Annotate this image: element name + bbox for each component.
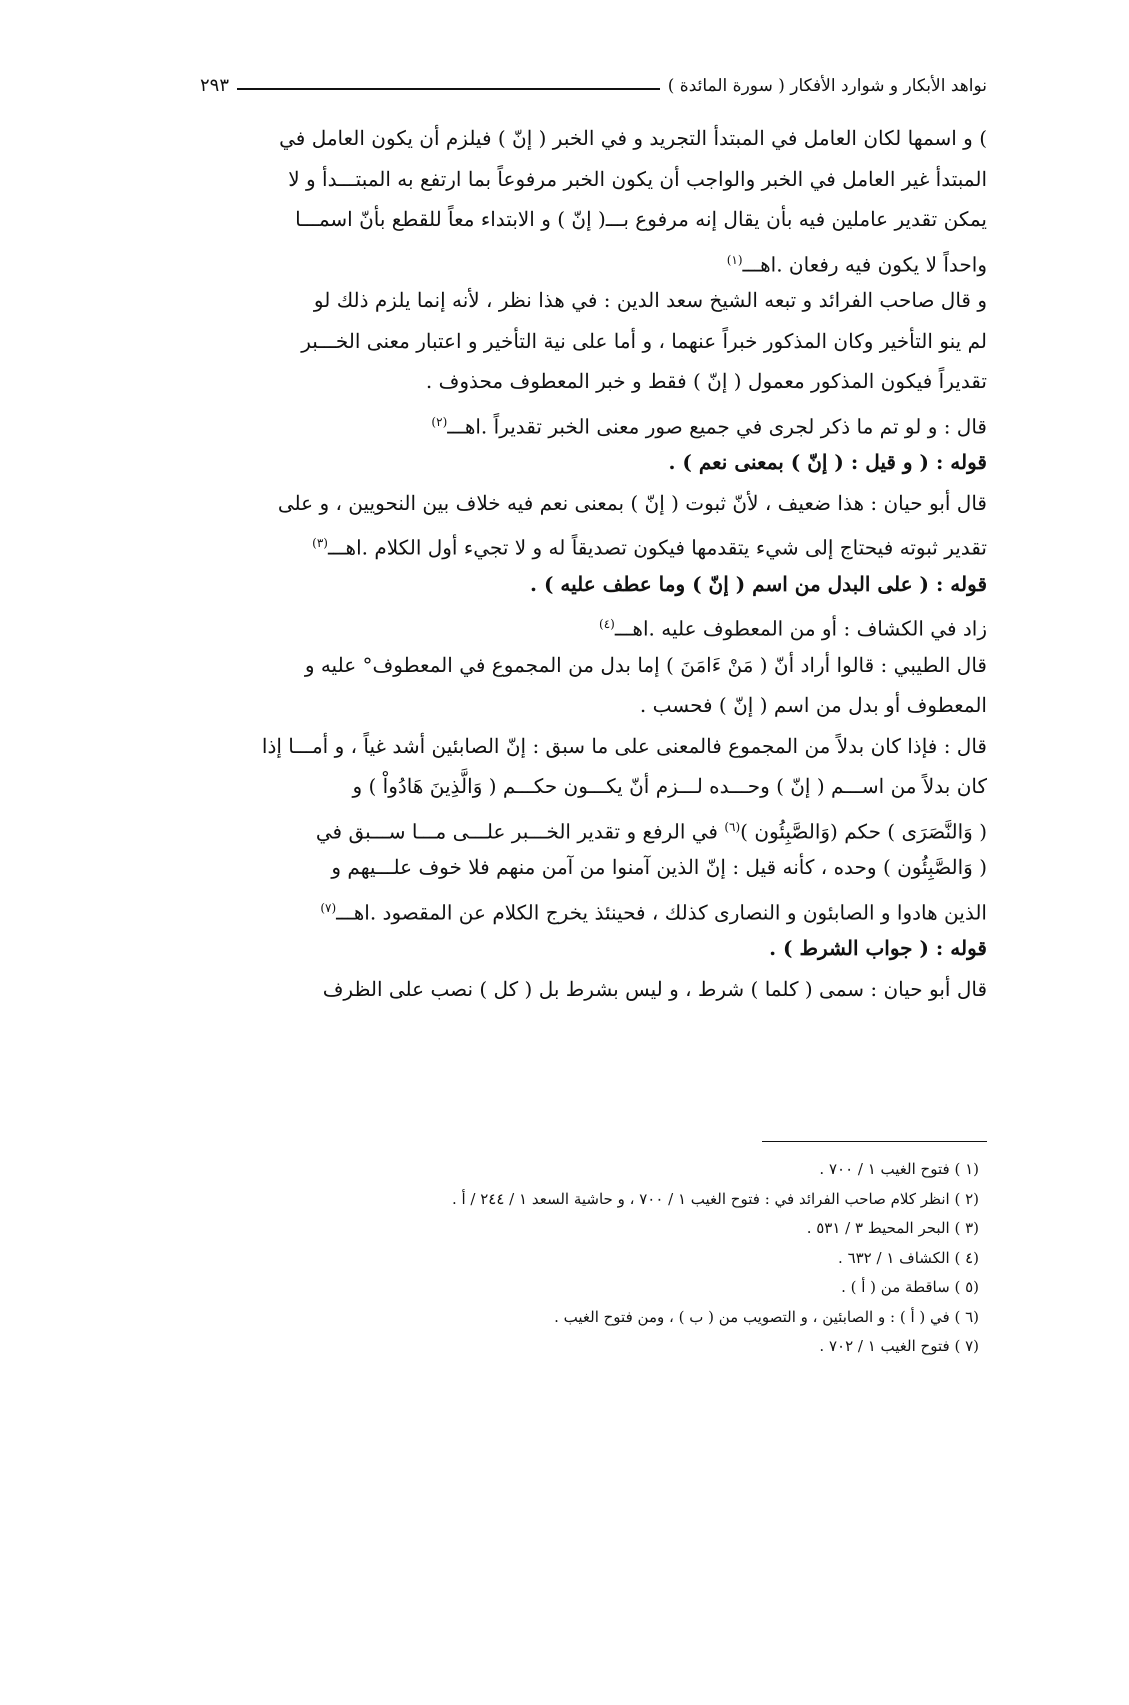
- footnote-item: (١ ) فتوح الغيب ١ / ٧٠٠ .: [819, 1160, 979, 1178]
- line-text: كان بدلاً من اســـم ( إنّ ) وحـــده لـــزم أنّ يكـــون حكـــم ( وَالَّذِينَ هَادُواْ ) و: [352, 774, 987, 798]
- line-text: قال أبو حيان : سمى ( كلما ) شرط ، و ليس بشرط بل ( كل ) نصب على الظرف: [322, 976, 987, 1001]
- text-line: [205, 402, 987, 443]
- text-line: [205, 240, 987, 281]
- text-line: [205, 523, 987, 564]
- line-text: قال : فإذا كان بدلاً من المجموع فالمعنى على ما سبق : إنّ الصابئين أشد غياً ، و أمـــا إذا: [261, 733, 987, 758]
- footnote-item: (٧ ) فتوح الغيب ١ / ٧٠٢ .: [819, 1337, 979, 1355]
- header-rule: [237, 88, 660, 90]
- text-line: [205, 685, 987, 726]
- footnote-reference[interactable]: (٤): [599, 617, 615, 631]
- line-text: المعطوف أو بدل من اسم ( إنّ ) فحسب .: [639, 693, 987, 717]
- main-text: [205, 118, 987, 1009]
- line-text: لم ينو التأخير وكان المذكور خبراً عنهما ، و أما على نية التأخير و اعتبار معنى الخـــبر: [301, 328, 987, 353]
- text-line: [205, 483, 987, 524]
- line-text: ( وَالصَّبِئُون ) وحده ، كأنه قيل : إنّ الذين آمنوا من آمن منهم فلا خوف علـــيهم و: [331, 855, 987, 879]
- footnote-reference[interactable]: (٧): [320, 900, 337, 915]
- line-text: المبتدأ غير العامل في الخبر والواجب أن يكون الخبر مرفوعاً بما ارتفع به المبتـــدأ و لا: [288, 166, 987, 191]
- text-line: [205, 645, 987, 686]
- footnote-item: (٦ ) في ( أ ) : و الصابئين ، و التصويب من ( ب ) ، ومن فتوح الغيب .: [554, 1307, 979, 1326]
- line-text: قال الطيبي : قالوا أراد أنّ ( مَنْ ءَامَنَ ) إما بدل من المجموع في المعطوف° عليه و: [304, 652, 987, 677]
- line-text: قال : و لو تم ما ذكر لجرى في جميع صور معنى الخبر تقديراً .اهـــ: [447, 414, 987, 439]
- text-line: [205, 159, 987, 200]
- line-text: زاد في الكشاف : أو من المعطوف عليه .اهـــ: [614, 616, 987, 641]
- footnote-reference[interactable]: (٣): [312, 536, 328, 550]
- line-text: ( وَالنَّصَرَى ) حكم (وَالصَّبِئُون ): [740, 819, 987, 844]
- line-text: قوله : ( و قيل : ( إنّ ) بمعنى نعم ) .: [668, 450, 987, 474]
- text-line: [205, 280, 987, 321]
- line-text: و قال صاحب الفرائد و تبعه الشيخ سعد الدين : في هذا نظر ، لأنه إنما يلزم ذلك لو: [313, 288, 987, 312]
- footnote-item: (٣ ) البحر المحيط ٣ / ٥٣١ .: [806, 1219, 979, 1237]
- header-title: نواهد الأبكار و شوارد الأفكار ( سورة المائدة ): [667, 76, 987, 96]
- line-text: تقدير ثبوته فيحتاج إلى شيء يتقدمها فيكون تصديقاً له و لا تجيء أول الكلام .اهـــ: [327, 535, 987, 560]
- text-line: [205, 888, 987, 929]
- text-line: [205, 807, 987, 848]
- line-text: ) و اسمها لكان العامل في المبتدأ التجريد و في الخبر ( إنّ ) فيلزم أن يكون العامل في: [279, 126, 987, 150]
- text-line: [205, 199, 987, 240]
- section-heading: [205, 928, 987, 969]
- footnote-item: (٥ ) ساقطة من ( أ ) .: [841, 1278, 979, 1296]
- text-line: [205, 321, 987, 362]
- footnote-reference[interactable]: (٢): [431, 414, 448, 429]
- line-text-continued: في الرفع و تقدير الخـــبر علـــى مـــا ســـبق في: [315, 819, 725, 844]
- text-line: [205, 604, 987, 645]
- footnote-item: (٤ ) الكشاف ١ / ٦٣٢ .: [838, 1248, 979, 1267]
- page-number: ٢٩٣: [200, 75, 230, 96]
- line-text: قوله : ( على البدل من اسم ( إنّ ) وما عطف عليه ) .: [530, 571, 987, 596]
- text-line: [205, 847, 987, 888]
- line-text: قوله : ( جواب الشرط ) .: [769, 936, 987, 960]
- footnote-separator: [762, 1141, 987, 1142]
- line-text: واحداً لا يكون فيه رفعان .اهـــ: [742, 252, 987, 277]
- line-text: تقديراً فيكون المذكور معمول ( إنّ ) فقط و خبر المعطوف محذوف .: [425, 369, 987, 393]
- footnote-reference[interactable]: (١): [726, 252, 743, 267]
- footnote-reference[interactable]: (٦): [724, 819, 741, 834]
- running-header: [200, 58, 987, 98]
- text-line: [205, 118, 987, 159]
- section-heading: [205, 564, 987, 605]
- line-text: يمكن تقدير عاملين فيه بأن يقال إنه مرفوع بـــ( إنّ ) و الابتداء معاً للقطع بأنّ اسمـــا: [295, 207, 987, 231]
- section-heading: [205, 442, 987, 483]
- line-text: قال أبو حيان : هذا ضعيف ، لأنّ ثبوت ( إنّ ) بمعنى نعم فيه خلاف بين النحويين ، و على: [277, 490, 987, 515]
- footnotes: [205, 1155, 979, 1362]
- text-line: [205, 361, 987, 402]
- line-text: الذين هادوا و الصابئون و النصارى كذلك ، فحينئذ يخرج الكلام عن المقصود .اهـــ: [336, 900, 987, 925]
- footnote-item: (٢ ) انظر كلام صاحب الفرائد في : فتوح الغيب ١ / ٧٠٠ ، و حاشية السعد ١ / ٢٤٤ / أ .: [451, 1189, 979, 1208]
- text-line: [205, 969, 987, 1010]
- text-line: [205, 726, 987, 767]
- text-line: [205, 766, 987, 807]
